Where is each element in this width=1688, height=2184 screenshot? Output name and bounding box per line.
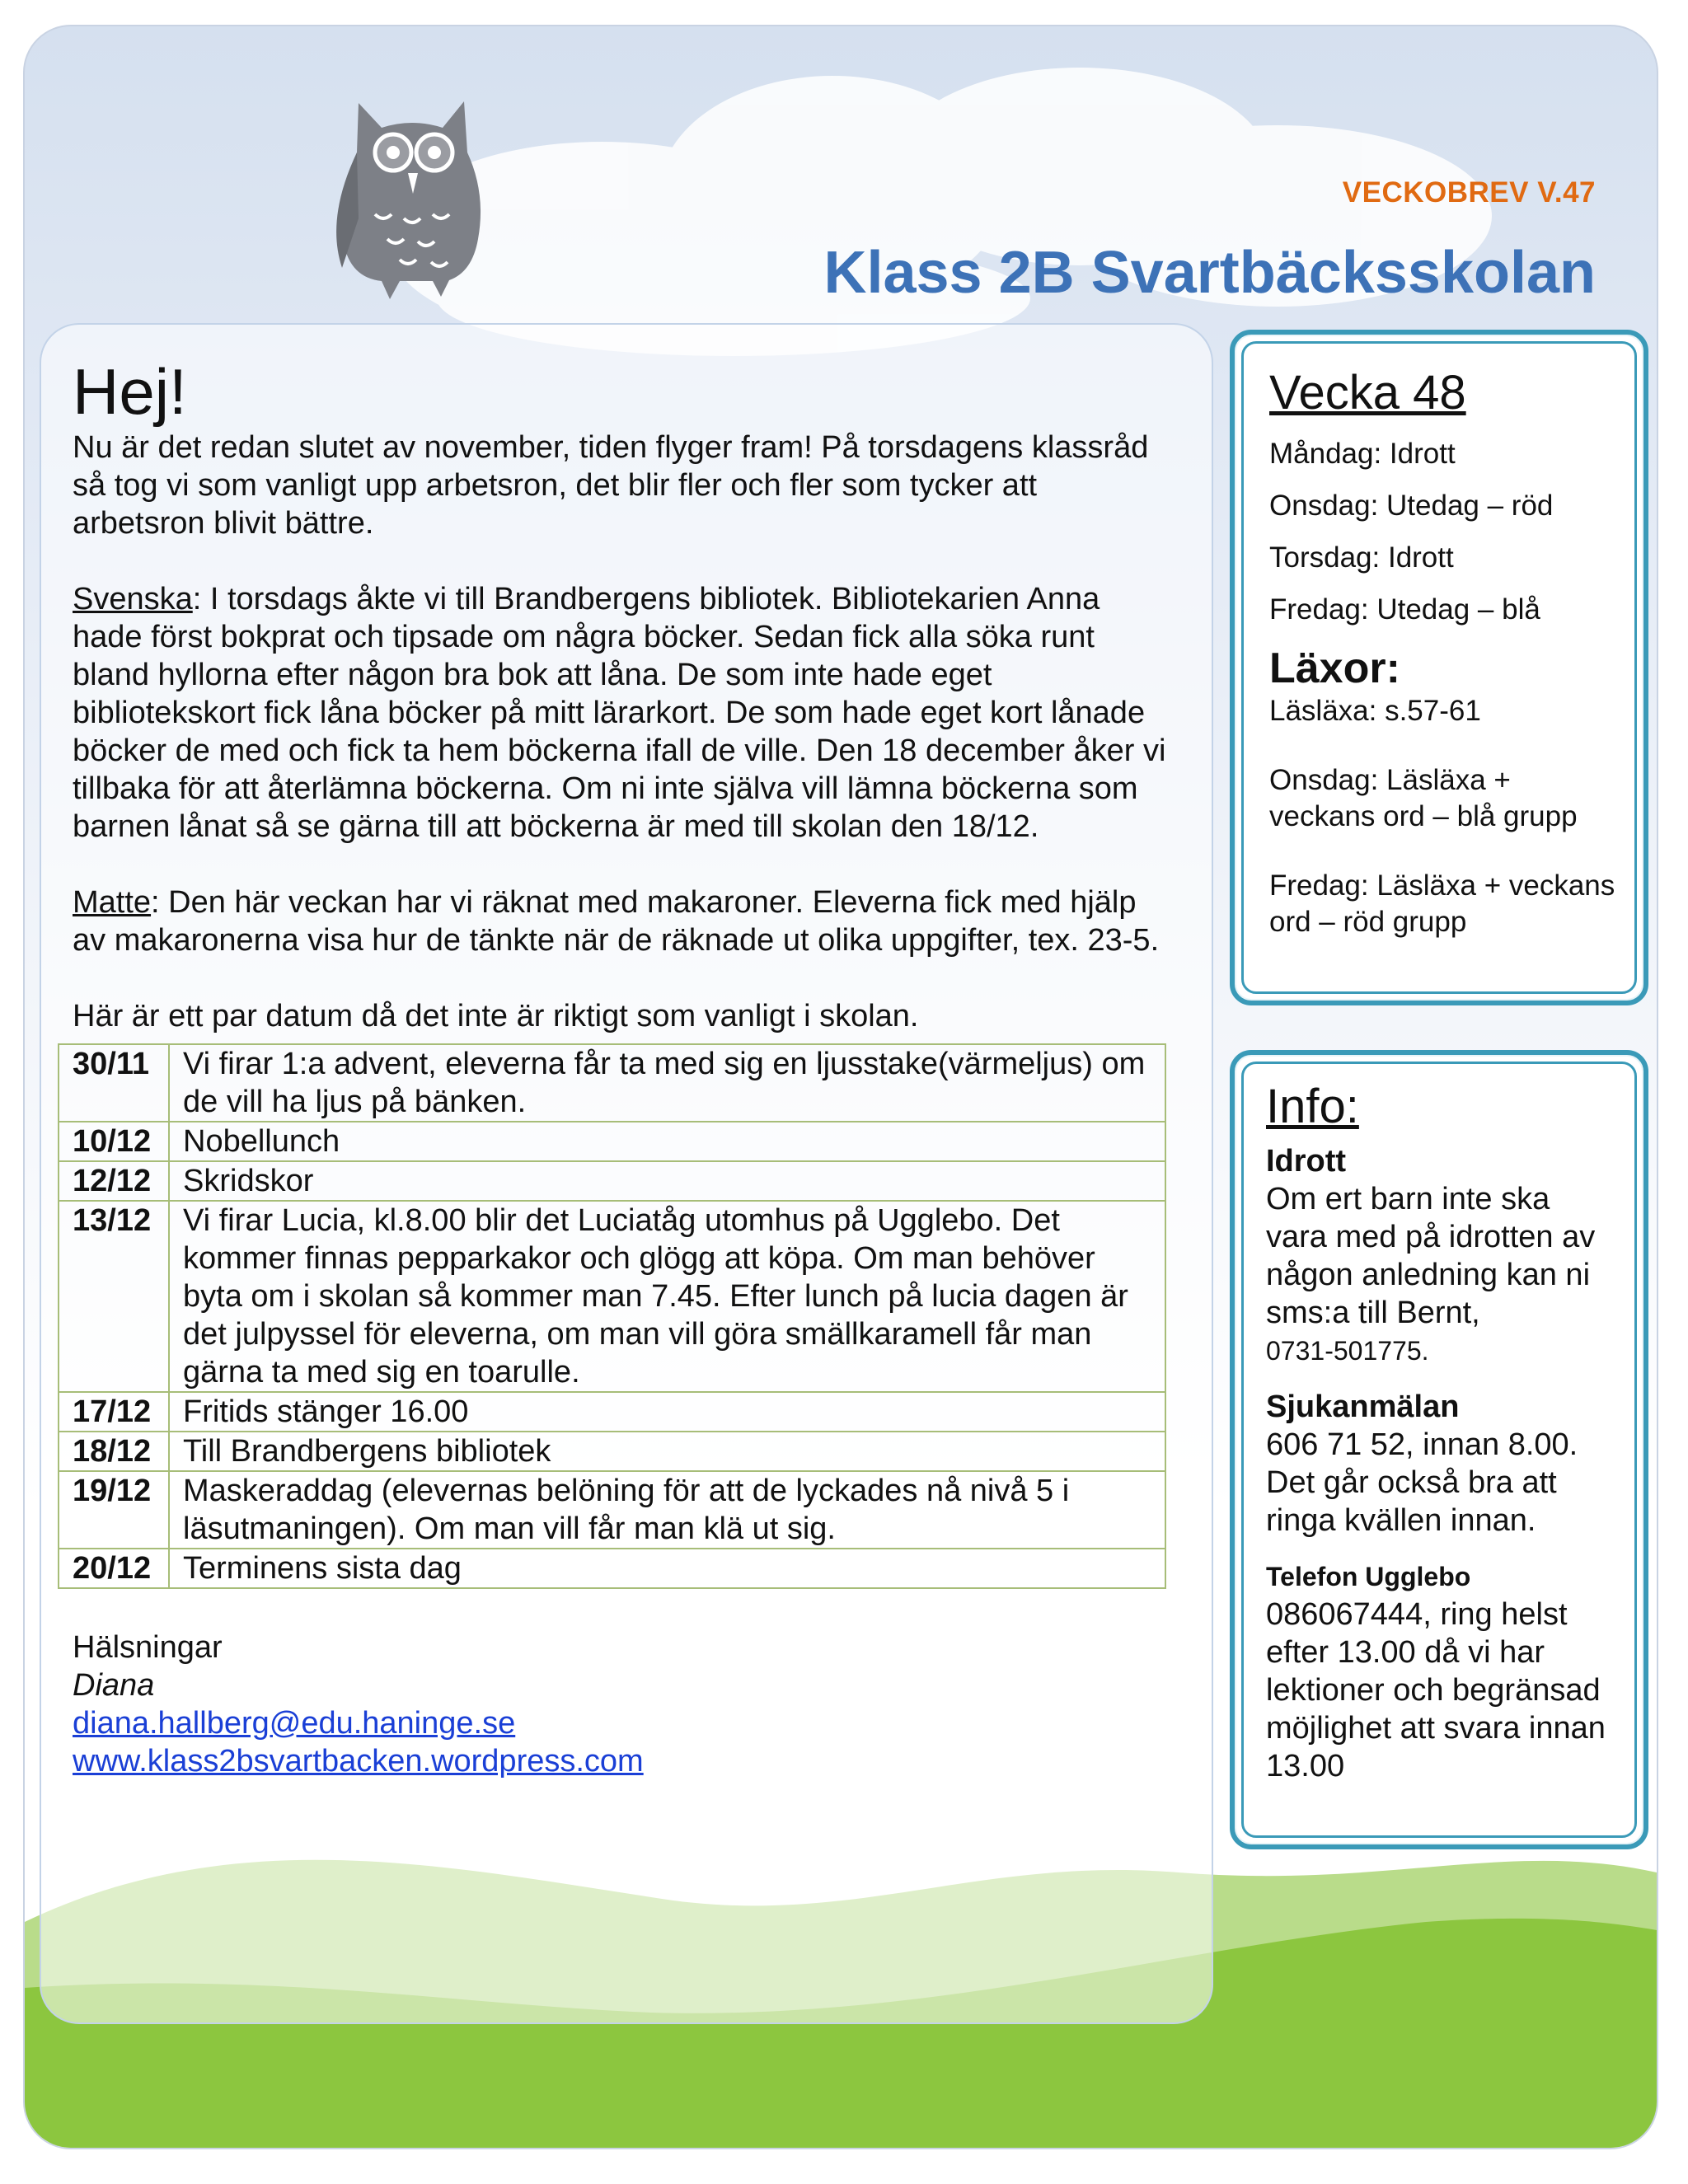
table-row (59, 1044, 1165, 1122)
event-cell: Maskeraddag (elevernas belöning för att de lyckades nå nivå 5 i läsutmaningen). Om man vill får man klä ut sig. (169, 1471, 1165, 1549)
homework-item: Fredag: Läsläxa + veckans ord – röd grupp (1269, 869, 1615, 938)
table-row (59, 1392, 1165, 1432)
table-row (59, 1201, 1165, 1392)
info-heading: Info: (1266, 1080, 1359, 1133)
phone-text: 086067444, ring helst efter 13.00 då vi har lektioner och begränsad möjlighet att svara innan 13.00 (1266, 1597, 1606, 1783)
matte-label: Matte (73, 885, 152, 920)
week-day-item: Torsdag: Idrott (1269, 541, 1454, 574)
phone-heading: Telefon Ugglebo (1266, 1562, 1471, 1591)
homework-item: Onsdag: Läsläxa + veckans ord – blå grupp (1269, 764, 1578, 832)
idrott-phone: 0731-501775. (1266, 1336, 1429, 1366)
event-cell: Fritids stänger 16.00 (169, 1392, 1165, 1432)
week-day-item: Onsdag: Utedag – röd (1269, 490, 1554, 522)
table-row (59, 1549, 1165, 1588)
date-cell: 18/12 (59, 1432, 169, 1471)
idrott-heading: Idrott (1266, 1144, 1347, 1179)
matte-paragraph (73, 883, 1177, 959)
table-row (59, 1161, 1165, 1201)
svenska-text: : I torsdags åkte vi till Brandbergens bibliotek. Bibliotekarien Anna hade först bokprat och tipsade om några böcker. Sedan fick alla söka runt bland hyllorna efter någon bra bok att låna. De som inte hade eget bibliotekskort fick låna böcker på mitt lärarkort. De som hade eget kort lånade böcker de med och fick ta hem böckerna ifall de ville. Den 18 december åker vi tillbaka för att återlämna böckerna. Om ni inte själva vill lämna böckerna som barnen lånat så se gärna till att böckerna är med till skolan den 18/12. (73, 582, 1166, 844)
date-cell: 13/12 (59, 1201, 169, 1392)
email-link[interactable]: diana.hallberg@edu.haninge.se (73, 1706, 516, 1741)
idrott-text: Om ert barn inte ska vara med på idrotten av någon anledning kan ni sms:a till Bernt, (1266, 1182, 1596, 1330)
event-cell: Vi firar 1:a advent, eleverna får ta med sig en ljusstake(värmeljus) om de vill ha ljus på bänken. (169, 1044, 1165, 1122)
date-cell: 10/12 (59, 1122, 169, 1161)
date-cell: 20/12 (59, 1549, 169, 1588)
event-cell: Nobellunch (169, 1122, 1165, 1161)
page-title: Klass 2B Svartbäcksskolan (823, 240, 1596, 306)
website-link[interactable]: www.klass2bsvartbacken.wordpress.com (73, 1744, 644, 1779)
date-cell: 19/12 (59, 1471, 169, 1549)
svenska-label: Svenska (73, 582, 193, 616)
date-cell: 17/12 (59, 1392, 169, 1432)
week-day-item: Fredag: Utedag – blå (1269, 593, 1540, 626)
greeting-heading: Hej! (73, 355, 187, 428)
svenska-paragraph (73, 580, 1177, 846)
homework-heading: Läxor: (1269, 644, 1400, 692)
signature: Diana (73, 1668, 155, 1703)
dates-intro: Här är ett par datum då det inte är riktigt som vanligt i skolan. (73, 999, 919, 1033)
homework-item: Läsläxa: s.57-61 (1269, 695, 1481, 727)
week-heading: Vecka 48 (1269, 366, 1466, 419)
info-content (1266, 1080, 1612, 1785)
week-schedule-content (1269, 367, 1615, 940)
main-letter (73, 354, 1177, 1780)
table-row (59, 1122, 1165, 1161)
sick-report-heading: Sjukanmälan (1266, 1390, 1460, 1424)
event-cell: Skridskor (169, 1161, 1165, 1201)
table-row (59, 1471, 1165, 1549)
closing: Hälsningar (73, 1630, 223, 1665)
week-day-item: Måndag: Idrott (1269, 438, 1456, 470)
date-cell: 12/12 (59, 1161, 169, 1201)
cloud-shape (387, 68, 1492, 356)
table-row (59, 1432, 1165, 1471)
newsletter-kicker: VECKOBREV V.47 (1342, 176, 1596, 209)
matte-text: : Den här veckan har vi räknat med makaroner. Eleverna fick med hjälp av makaronerna visa hur de tänkte när de räknade ut olika uppgifter, tex. 23-5. (73, 885, 1160, 958)
intro-paragraph: Nu är det redan slutet av november, tiden flyger fram! På torsdagens klassråd så tog vi som vanligt upp arbetsron, det blir fler och fler som tycker att arbetsron blivit bättre. (73, 430, 1149, 541)
event-cell: Terminens sista dag (169, 1549, 1165, 1588)
date-cell: 30/11 (59, 1044, 169, 1122)
owl-icon (317, 95, 507, 301)
dates-table (58, 1043, 1166, 1589)
event-cell: Till Brandbergens bibliotek (169, 1432, 1165, 1471)
event-cell: Vi firar Lucia, kl.8.00 blir det Luciatåg utomhus på Ugglebo. Det kommer finnas pepparkakor och glögg att köpa. Om man behöver byta om i skolan så kommer man 7.45. Efter lunch på lucia dagen är det julpyssel för eleverna, om man vill göra smällkaramell får man gärna ta med sig en toarulle. (169, 1201, 1165, 1392)
sick-report-text: 606 71 52, innan 8.00. Det går också bra att ringa kvällen innan. (1266, 1427, 1578, 1538)
